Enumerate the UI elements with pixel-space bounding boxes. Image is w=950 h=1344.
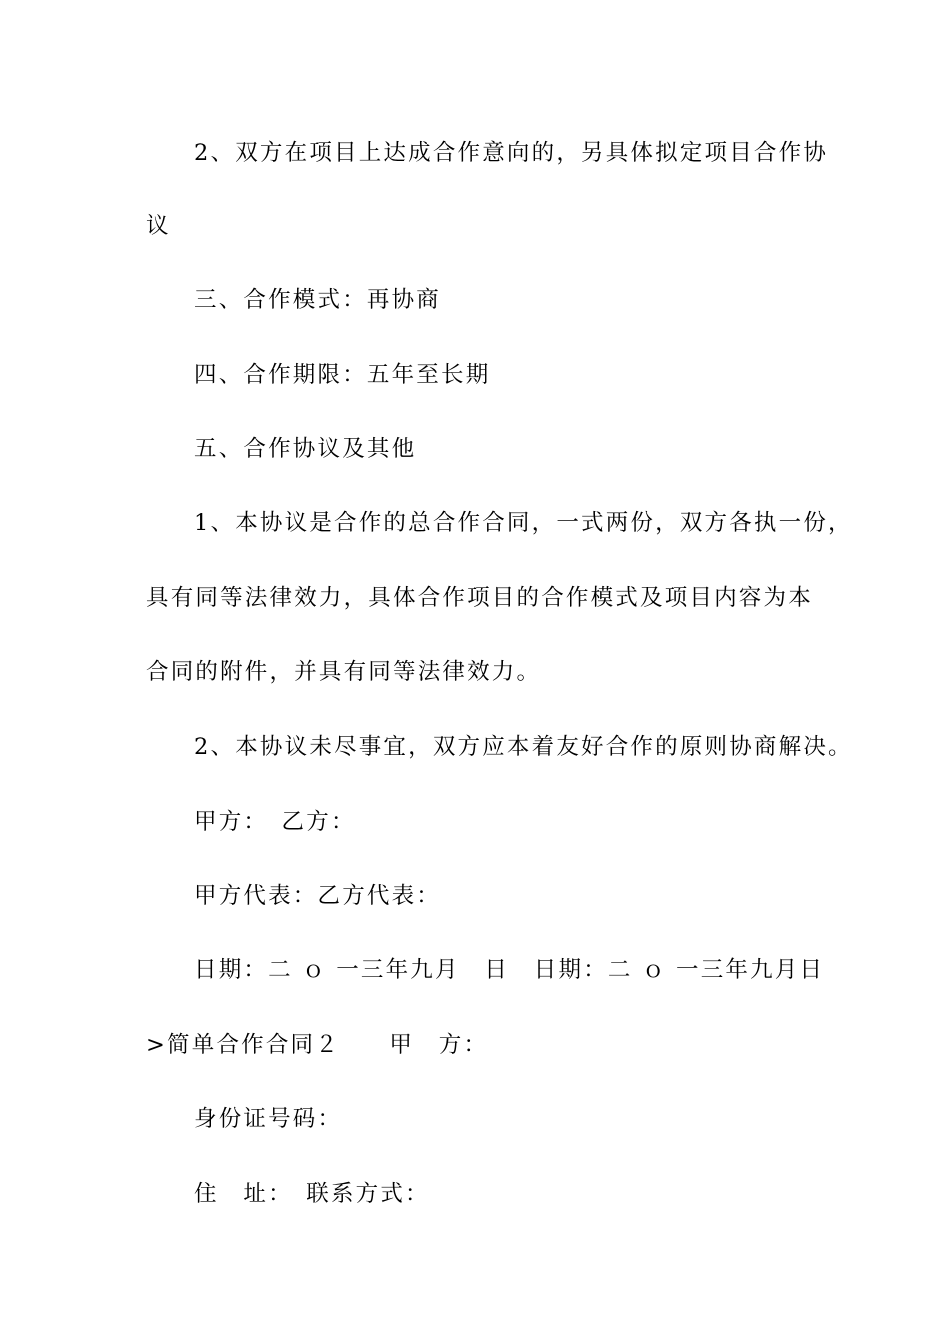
signature-dates: 日期：二 ｏ 一三年九月 日 日期：二 ｏ 一三年九月日: [194, 957, 825, 983]
contract-title-line: >简单合作合同２ 甲 方：: [146, 1032, 489, 1058]
paragraph-line: 2、本协议未尽事宜，双方应本着友好合作的原则协商解决。: [194, 734, 853, 760]
id-number-line: 身份证号码：: [194, 1106, 343, 1132]
section-heading: 四、合作期限：五年至长期: [194, 362, 491, 388]
signature-representatives: 甲方代表：乙方代表：: [194, 883, 442, 909]
signature-parties: 甲方： 乙方：: [194, 809, 356, 835]
section-heading: 五、合作协议及其他: [194, 436, 417, 462]
paragraph-line: 具有同等法律效力，具体合作项目的合作模式及项目内容为本: [146, 585, 813, 611]
paragraph-line: 1、本协议是合作的总合作合同，一式两份，双方各执一份，: [194, 510, 853, 536]
paragraph-line: 议: [146, 213, 171, 239]
section-heading: 三、合作模式：再协商: [194, 287, 442, 313]
paragraph-line: 2、双方在项目上达成合作意向的，另具体拟定项目合作协: [194, 140, 829, 166]
address-contact-line: 住 址： 联系方式：: [194, 1181, 430, 1207]
paragraph-line: 合同的附件，并具有同等法律效力。: [146, 659, 542, 685]
